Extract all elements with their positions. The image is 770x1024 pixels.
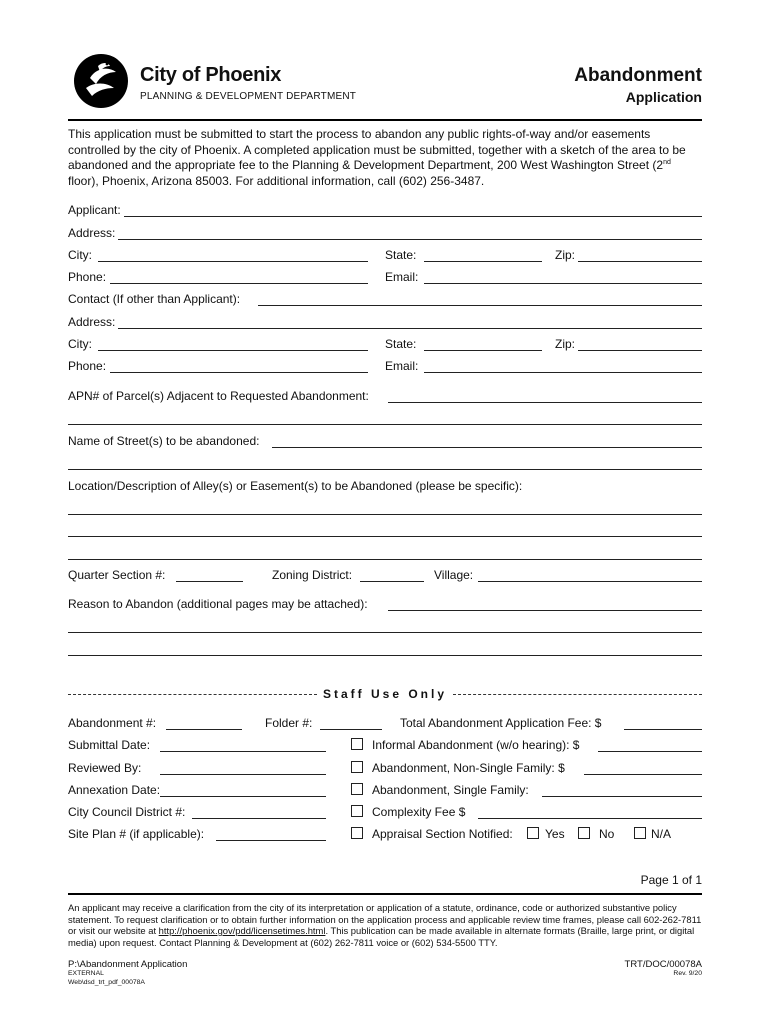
reason-line-2 [68, 618, 702, 634]
complexity-fee-field[interactable] [478, 818, 702, 819]
streets-field-continued[interactable] [68, 469, 702, 470]
informal-abandonment-field[interactable] [598, 751, 702, 752]
footer-note [68, 902, 704, 948]
staff-row-6 [68, 826, 702, 842]
non-single-family-checkbox[interactable] [351, 761, 363, 773]
intro-text-1: This application must be submitted to start the process to abandon any public rights-of-way and/or easements controlled by the city of Phoenix. A completed application must be submitted, together with a sketch of the area to be abandoned and the appropriate fee to the Planning & Development Department, 200 West Washington Street (2 [68, 127, 686, 173]
quarter-section-label: Quarter Section #: [68, 568, 166, 582]
annexation-date-label: Annexation Date: [68, 783, 161, 797]
appraisal-no-checkbox[interactable] [578, 827, 590, 839]
applicant-row [68, 202, 702, 218]
complexity-fee-checkbox[interactable] [351, 805, 363, 817]
folder-number-field[interactable] [320, 729, 382, 730]
document-subtitle: Application [625, 89, 702, 105]
folder-number-label: Folder #: [265, 716, 313, 730]
header-divider [68, 119, 702, 121]
applicant-field[interactable] [124, 216, 702, 217]
streets-field[interactable] [272, 447, 702, 448]
footer-note-text-2: . This publication can be made available in alternate formats (Braille, large print, or digital media) upon request. Contact Planning & Development at (602) 262-7811 voice or (602) 534-5500 TTY. [68, 925, 695, 948]
zoning-district-label: Zoning District: [272, 568, 353, 582]
licensetimes-link[interactable]: http://phoenix.gov/pdd/licensetimes.html [158, 925, 326, 936]
site-plan-label: Site Plan # (if applicable): [68, 827, 205, 841]
phoenix-bird-logo [70, 48, 132, 110]
apn-row [68, 388, 702, 404]
reason-field-3[interactable] [68, 655, 702, 656]
single-family-checkbox[interactable] [351, 783, 363, 795]
contact-zip-field[interactable] [578, 350, 702, 351]
page-number: Page 1 of 1 [640, 873, 702, 887]
streets-row [68, 433, 702, 449]
staff-use-divider [68, 686, 702, 702]
reviewed-by-field[interactable] [160, 774, 326, 775]
reason-label: Reason to Abandon (additional pages may be attached): [68, 597, 368, 611]
location-line-3 [68, 545, 702, 561]
abandonment-number-label: Abandonment #: [68, 716, 157, 730]
contact-zip-label: Zip: [555, 337, 576, 351]
reviewed-by-label: Reviewed By: [68, 761, 142, 775]
applicant-phone-row [68, 269, 702, 285]
staff-divider-dash-left [68, 694, 317, 695]
contact-phone-row [68, 358, 702, 374]
applicant-zip-label: Zip: [555, 248, 576, 262]
location-line-2 [68, 522, 702, 538]
appraisal-notified-checkbox[interactable] [351, 827, 363, 839]
reason-field-2[interactable] [68, 632, 702, 633]
applicant-city-label: City: [68, 248, 92, 262]
intro-paragraph [68, 127, 704, 189]
footer-note-text-1: An applicant may receive a clarification from the city of its interpretation or application of a statute, ordinance, code or authorized substantive policy statement. To request clarification or to obtain further information on the application process and applicable review time frames, please call 602-262-7811 or visit our website at [68, 902, 702, 936]
document-title: Abandonment [574, 65, 702, 86]
applicant-phone-field[interactable] [110, 283, 368, 284]
staff-divider-dash-right [453, 694, 702, 695]
streets-continued-row [68, 455, 702, 471]
staff-row-4 [68, 782, 702, 798]
applicant-email-label: Email: [385, 270, 419, 284]
location-field-1[interactable] [68, 514, 702, 515]
council-district-label: City Council District #: [68, 805, 186, 819]
staff-row-1 [68, 715, 702, 731]
contact-email-field[interactable] [424, 372, 702, 373]
non-single-family-field[interactable] [584, 774, 702, 775]
site-plan-field[interactable] [216, 840, 326, 841]
location-line-1 [68, 500, 702, 516]
complexity-fee-label: Complexity Fee $ [372, 805, 466, 819]
zoning-district-field[interactable] [360, 581, 424, 582]
applicant-city-field[interactable] [98, 261, 368, 262]
applicant-state-field[interactable] [424, 261, 542, 262]
staff-use-title: Staff Use Only [322, 687, 448, 701]
intro-text-2: floor), Phoenix, Arizona 85003. For additional information, call (602) 256-3487. [68, 173, 485, 188]
applicant-address-field[interactable] [118, 239, 702, 240]
footer-left [68, 959, 187, 987]
total-fee-label: Total Abandonment Application Fee: $ [400, 716, 602, 730]
contact-state-label: State: [385, 337, 417, 351]
abandonment-number-field[interactable] [166, 729, 242, 730]
appraisal-no-label: No [599, 827, 615, 841]
contact-phone-label: Phone: [68, 359, 107, 373]
file-path: P:\Abandonment Application [68, 959, 188, 970]
applicant-state-label: State: [385, 248, 417, 262]
quarter-section-field[interactable] [176, 581, 243, 582]
location-field-3[interactable] [68, 559, 702, 560]
contact-address-field[interactable] [118, 328, 702, 329]
footer-right [625, 959, 702, 979]
staff-row-3 [68, 760, 702, 776]
apn-field[interactable] [388, 402, 702, 403]
staff-row-5 [68, 804, 702, 820]
location-label: Location/Description of Alley(s) or Easement(s) to be Abandoned (please be specific): [68, 479, 523, 493]
external-label: EXTERNAL [68, 970, 104, 977]
contact-city-field[interactable] [98, 350, 368, 351]
staff-row-2 [68, 737, 702, 753]
contact-address-label: Address: [68, 315, 116, 329]
appraisal-yes-label: Yes [545, 827, 565, 841]
intro-superscript: nd [663, 159, 671, 167]
reason-line-3 [68, 641, 702, 657]
applicant-zip-field[interactable] [578, 261, 702, 262]
contact-state-field[interactable] [424, 350, 542, 351]
single-family-field[interactable] [542, 796, 702, 797]
contact-phone-field[interactable] [110, 372, 368, 373]
contact-field[interactable] [258, 305, 702, 306]
appraisal-na-label: N/A [651, 827, 672, 841]
village-field[interactable] [478, 581, 702, 582]
council-district-field[interactable] [192, 818, 326, 819]
contact-city-label: City: [68, 337, 92, 351]
annexation-date-field[interactable] [160, 796, 326, 797]
org-department: PLANNING & DEVELOPMENT DEPARTMENT [140, 91, 357, 102]
applicant-phone-label: Phone: [68, 270, 107, 284]
total-fee-field[interactable] [624, 729, 702, 730]
non-single-family-label: Abandonment, Non-Single Family: $ [372, 761, 565, 775]
quarter-zoning-row [68, 567, 702, 583]
applicant-address-row [68, 225, 702, 241]
applicant-city-row [68, 247, 702, 263]
contact-city-row [68, 336, 702, 352]
apn-field-continued[interactable] [68, 424, 702, 425]
applicant-address-label: Address: [68, 226, 116, 240]
footer-divider [68, 893, 702, 895]
informal-abandonment-label: Informal Abandonment (w/o hearing): $ [372, 738, 580, 752]
contact-label: Contact (If other than Applicant): [68, 292, 241, 306]
village-label: Village: [434, 568, 474, 582]
appraisal-notified-label: Appraisal Section Notified: [372, 827, 513, 841]
appraisal-yes-checkbox[interactable] [527, 827, 539, 839]
appraisal-na-checkbox[interactable] [634, 827, 646, 839]
contact-row [68, 291, 702, 307]
informal-abandonment-checkbox[interactable] [351, 738, 363, 750]
submittal-date-field[interactable] [160, 751, 326, 752]
location-row [68, 478, 702, 494]
applicant-label: Applicant: [68, 203, 121, 217]
apn-label: APN# of Parcel(s) Adjacent to Requested Abandonment: [68, 389, 369, 403]
org-name: City of Phoenix [140, 64, 282, 86]
apn-continued-row [68, 410, 702, 426]
location-field-2[interactable] [68, 536, 702, 537]
applicant-email-field[interactable] [424, 283, 702, 284]
contact-address-row [68, 314, 702, 330]
revision-date: Rev. 9/20 [673, 970, 702, 977]
reason-row [68, 596, 702, 612]
document-code: TRT/DOC/00078A [624, 959, 702, 970]
web-path: Web\dsd_trt_pdf_00078A [68, 978, 145, 986]
single-family-label: Abandonment, Single Family: [372, 783, 529, 797]
streets-label: Name of Street(s) to be abandoned: [68, 434, 260, 448]
contact-email-label: Email: [385, 359, 419, 373]
submittal-date-label: Submittal Date: [68, 738, 151, 752]
reason-field[interactable] [388, 610, 702, 611]
